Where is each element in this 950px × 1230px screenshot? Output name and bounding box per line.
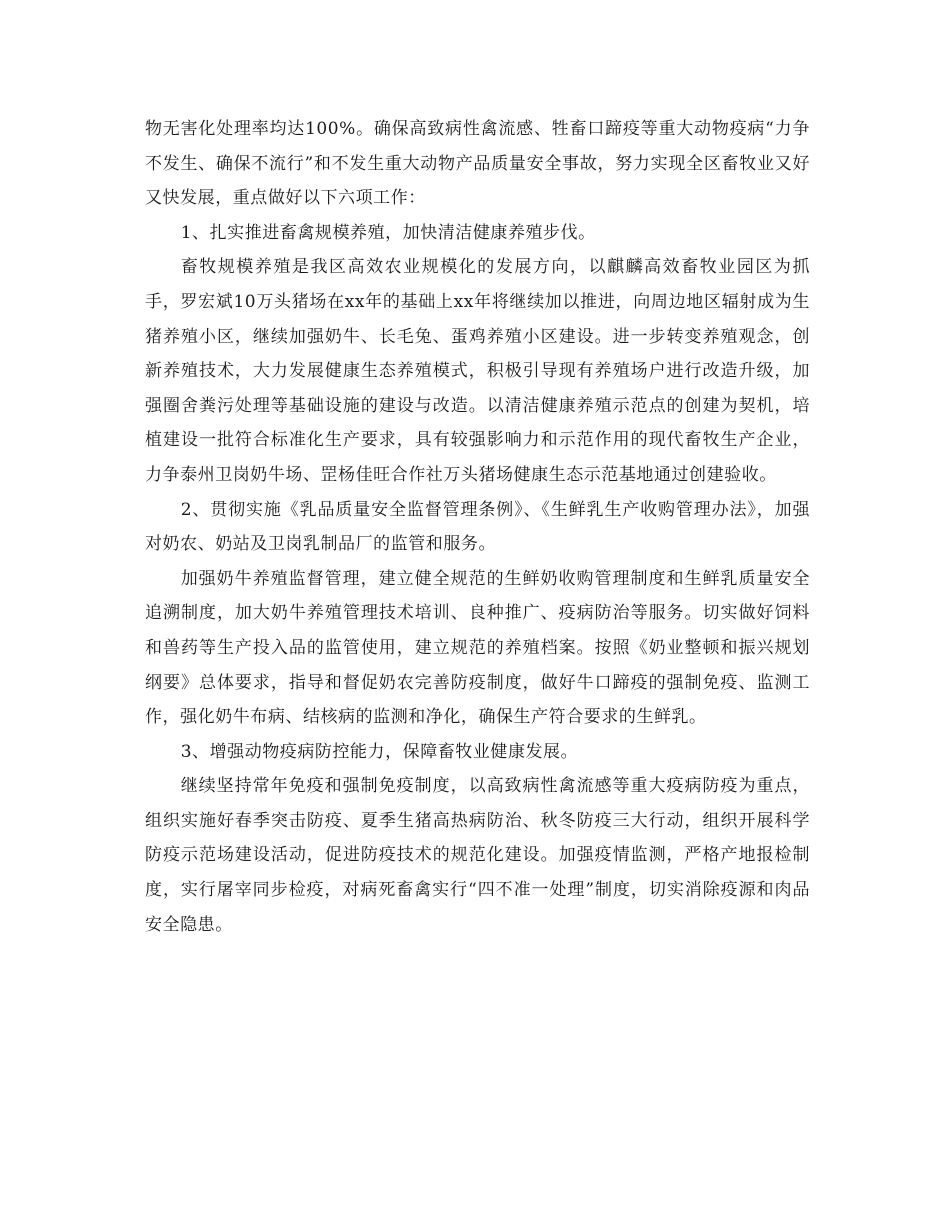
document-body bbox=[145, 112, 810, 942]
paragraph-2: 加强奶牛养殖监督管理，建立健全规范的生鲜奶收购管理制度和生鲜乳质量安全追溯制度，加大奶牛养殖管理技术培训、良种推广、疫病防治等服务。切实做好饲料和兽药等生产投入品的监管使用，建立规范的养殖档案。按照《奶业整顿和振兴规划纲要》总体要求，指导和督促奶农完善防疫制度，做好牛口蹄疫的强制免疫、监测工作，强化奶牛布病、结核病的监测和净化，确保生产符合要求的生鲜乳。 bbox=[145, 568, 810, 728]
section-heading-1: 1、扎实推进畜禽规模养殖，加快清洁健康养殖步伐。 bbox=[180, 222, 596, 243]
paragraph-3: 继续坚持常年免疫和强制免疫制度，以高致病性禽流感等重大疫病防疫为重点，组织实施好春季突击防疫、夏季生猪高热病防治、秋冬防疫三大行动，组织开展科学防疫示范场建设活动，促进防疫技术的规范化建设。加强疫情监测，严格产地报检制度，实行屠宰同步检疫，对病死畜禽实行“四不准一处理”制度，切实消除疫源和肉品安全隐患。 bbox=[145, 776, 810, 935]
section-heading-2: 2、贯彻实施《乳品质量安全监督管理条例》、《生鲜乳生产收购管理办法》，加强对奶农、奶站及卫岗乳制品厂的监管和服务。 bbox=[145, 499, 810, 555]
section-heading-3: 3、增强动物疫病防控能力，保障畜牧业健康发展。 bbox=[180, 741, 579, 762]
paragraph-1: 畜牧规模养殖是我区高效农业规模化的发展方向，以麒麟高效畜牧业园区为抓手，罗宏斌10万头猪场在xx年的基础上xx年将继续加以推进，向周边地区辐射成为生猪养殖小区，继续加强奶牛、长毛兔、蛋鸡养殖小区建设。进一步转变养殖观念，创新养殖技术，大力发展健康生态养殖模式，积极引导现有养殖场户进行改造升级，加强圈舍粪污处理等基础设施的建设与改造。以清洁健康养殖示范点的创建为契机，培植建设一批符合标准化生产要求，具有较强影响力和示范作用的现代畜牧生产企业，力争泰州卫岗奶牛场、罡杨佳旺合作社万头猪场健康生态示范基地通过创建验收。 bbox=[145, 257, 810, 485]
paragraph-intro-continuation: 物无害化处理率均达100%。确保高致病性禽流感、牲畜口蹄疫等重大动物疫病“力争不发生、确保不流行”和不发生重大动物产品质量安全事故，努力实现全区畜牧业又好又快发展，重点做好以下六项工作： bbox=[145, 119, 810, 209]
